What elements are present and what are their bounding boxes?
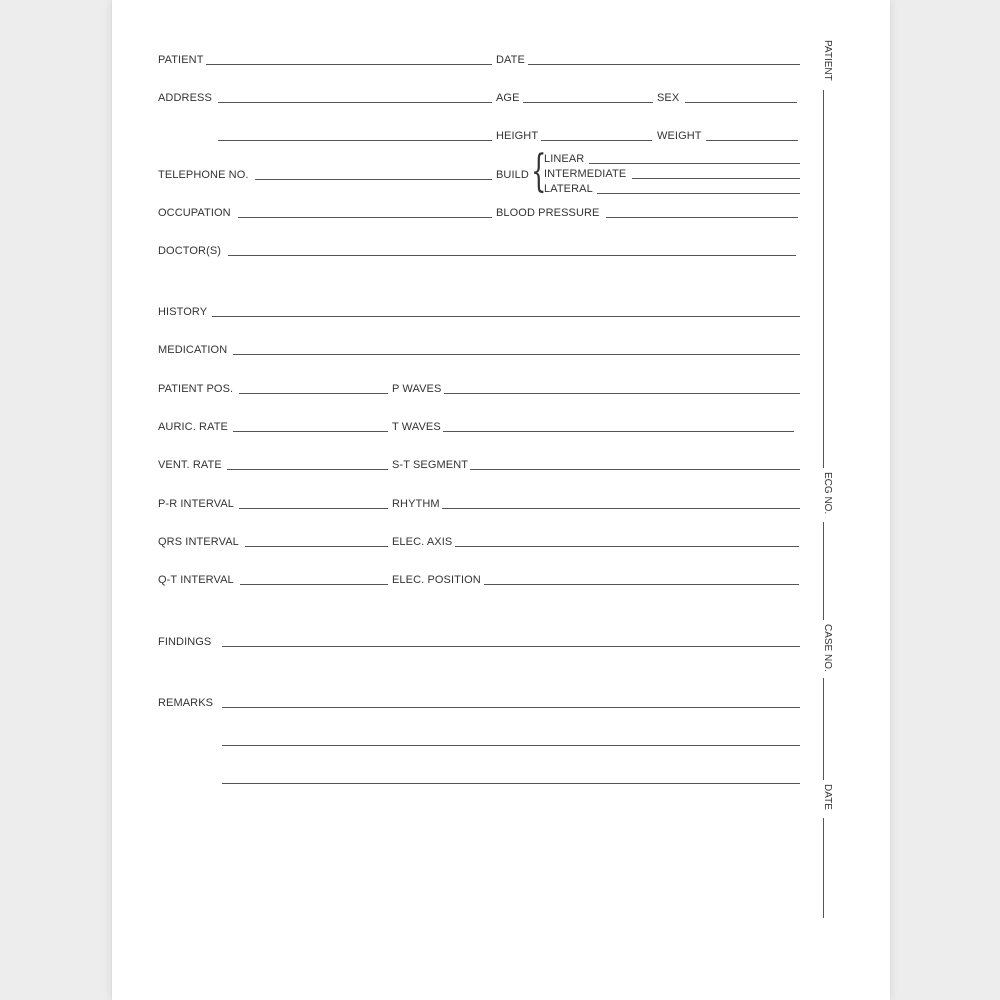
qrs-interval-field[interactable] [245, 546, 388, 547]
elec-axis-field[interactable] [455, 546, 799, 547]
vent-rate-label: VENT. RATE [158, 459, 222, 471]
elec-position-label: ELEC. POSITION [392, 574, 481, 586]
side-tab-ecg-no-label: ECG NO. [822, 472, 833, 515]
remarks-label: REMARKS [158, 697, 214, 709]
sex-label: SEX [657, 92, 680, 104]
side-tab-case-no-label: CASE NO. [822, 624, 833, 672]
patient-pos-label: PATIENT POS. [158, 383, 234, 395]
rhythm-label: RHYTHM [392, 498, 440, 510]
p-waves-field[interactable] [444, 393, 800, 394]
build-option-intermediate: INTERMEDIATE [544, 168, 627, 180]
patient-pos-field[interactable] [239, 393, 388, 394]
address-label: ADDRESS [158, 92, 212, 104]
remarks-field-line-3[interactable] [222, 783, 800, 784]
telephone-label: TELEPHONE NO. [158, 169, 249, 181]
side-tab-ecg-no-field[interactable] [823, 522, 824, 620]
t-waves-label: T WAVES [392, 421, 441, 433]
side-tab-date-label: DATE [822, 784, 833, 810]
age-field[interactable] [523, 102, 653, 103]
remarks-field[interactable] [222, 707, 800, 708]
st-segment-field[interactable] [470, 469, 800, 470]
side-tab-date-field[interactable] [823, 818, 824, 918]
rhythm-field[interactable] [442, 508, 800, 509]
pr-interval-label: P-R INTERVAL [158, 498, 234, 510]
build-option-lateral: LATERAL [544, 183, 593, 195]
age-label: AGE [496, 92, 520, 104]
auric-rate-field[interactable] [233, 431, 388, 432]
occupation-label: OCCUPATION [158, 207, 231, 219]
doctors-label: DOCTOR(S) [158, 245, 222, 257]
side-tab-patient-field[interactable] [823, 90, 824, 468]
elec-position-field[interactable] [484, 584, 799, 585]
history-label: HISTORY [158, 306, 208, 318]
linear-field[interactable] [589, 163, 800, 164]
height-label: HEIGHT [496, 130, 539, 142]
qt-interval-label: Q-T INTERVAL [158, 574, 234, 586]
height-field[interactable] [541, 140, 652, 141]
medication-label: MEDICATION [158, 344, 228, 356]
patient-field[interactable] [206, 64, 492, 65]
qrs-interval-label: QRS INTERVAL [158, 536, 239, 548]
sex-field[interactable] [685, 102, 797, 103]
blood-pressure-label: BLOOD PRESSURE [496, 207, 600, 219]
side-tab-patient-label: PATIENT [822, 40, 833, 81]
remarks-field-line-2[interactable] [222, 745, 800, 746]
brace-glyph: { [531, 146, 547, 197]
medication-field[interactable] [233, 354, 800, 355]
lateral-field[interactable] [597, 193, 800, 194]
address-field[interactable] [218, 102, 492, 103]
p-waves-label: P WAVES [392, 383, 442, 395]
qt-interval-field[interactable] [240, 584, 388, 585]
doctors-field[interactable] [228, 255, 796, 256]
pr-interval-field[interactable] [239, 508, 388, 509]
address-field-line-2[interactable] [218, 140, 492, 141]
weight-label: WEIGHT [657, 130, 702, 142]
st-segment-label: S-T SEGMENT [392, 459, 469, 471]
build-option-linear: LINEAR [544, 153, 585, 165]
vent-rate-field[interactable] [227, 469, 388, 470]
findings-label: FINDINGS [158, 636, 212, 648]
elec-axis-label: ELEC. AXIS [392, 536, 453, 548]
auric-rate-label: AURIC. RATE [158, 421, 228, 433]
side-tab-case-no-field[interactable] [823, 678, 824, 780]
date-field[interactable] [528, 64, 800, 65]
history-field[interactable] [212, 316, 800, 317]
date-label: DATE [496, 54, 525, 66]
build-label: BUILD [496, 169, 529, 181]
intermediate-field[interactable] [632, 178, 800, 179]
t-waves-field[interactable] [443, 431, 794, 432]
weight-field[interactable] [706, 140, 798, 141]
telephone-field[interactable] [255, 179, 492, 180]
findings-field[interactable] [222, 646, 800, 647]
occupation-field[interactable] [238, 217, 492, 218]
blood-pressure-field[interactable] [606, 217, 798, 218]
patient-label: PATIENT [158, 54, 204, 66]
